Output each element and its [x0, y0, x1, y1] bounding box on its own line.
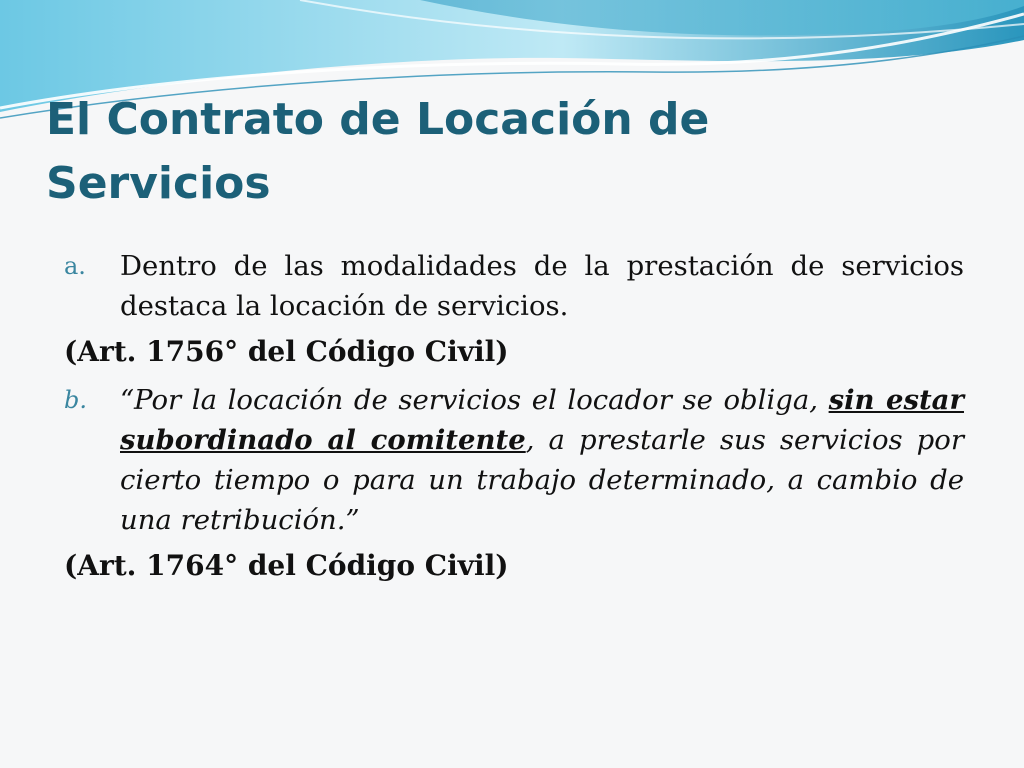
- slide-title: [46, 88, 946, 216]
- list-item-b-text-end: , a prestarle sus servicios por cierto tiempo o para un trabajo determinado, a cambio de una retribución.”: [120, 424, 964, 536]
- article-reference-1: (Art. 1756° del Código Civil): [64, 335, 509, 368]
- list-item-a: [64, 246, 964, 326]
- list-marker-a: a.: [64, 252, 86, 280]
- list-marker-b: b.: [64, 386, 87, 414]
- slide-title-line-2: Servicios: [46, 158, 271, 209]
- article-reference-2: (Art. 1764° del Código Civil): [64, 549, 509, 582]
- list-item-a-text: Dentro de las modalidades de la prestación de servicios destaca la locación de servicios.: [120, 250, 964, 322]
- list-item-b-underlined: sin estar subordinado al comitente: [120, 384, 964, 456]
- slide-title-line-1: El Contrato de Locación de: [46, 94, 710, 145]
- list-item-b-text: [120, 380, 964, 540]
- list-item-b: [64, 380, 964, 540]
- slide-body: [64, 246, 964, 586]
- list-item-b-text-start: “Por la locación de servicios el locador se obliga,: [120, 384, 829, 416]
